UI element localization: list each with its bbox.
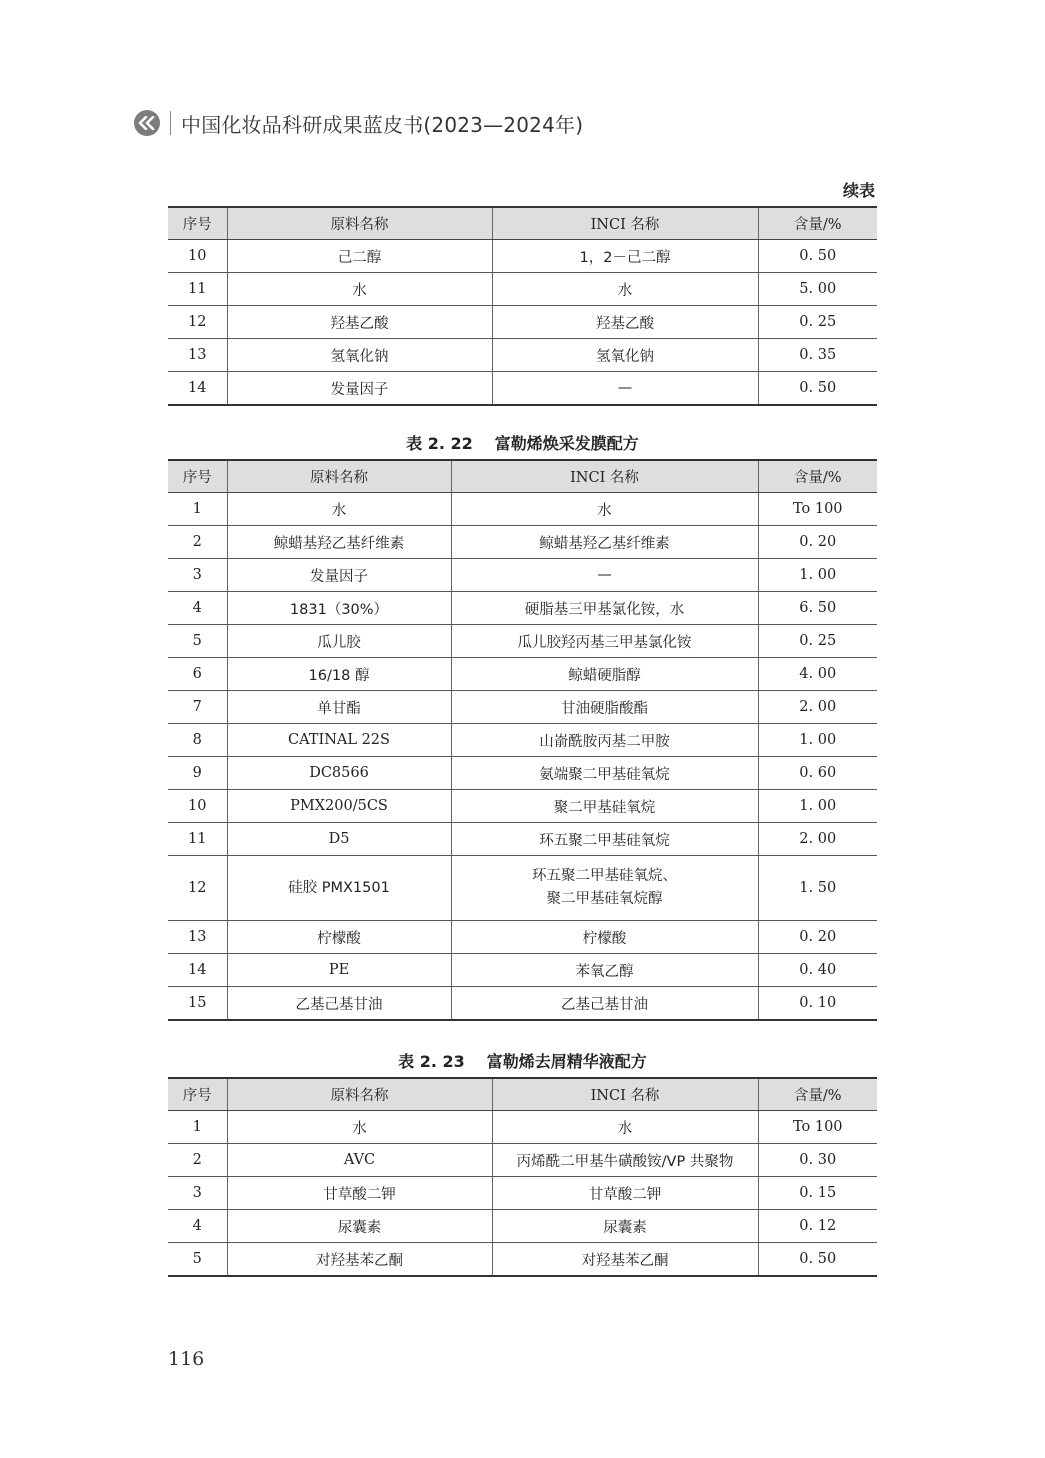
cell-material: PMX200/5CS [227, 790, 451, 823]
col-header-inci: INCI 名称 [492, 207, 758, 240]
cell-inci: 山嵛酰胺丙基二甲胺 [451, 724, 758, 757]
cell-material: 1831（30%） [227, 592, 451, 625]
cell-material: PE [227, 954, 451, 987]
cell-material: 水 [227, 493, 451, 526]
cell-content: 0. 50 [758, 372, 877, 406]
cell-content: 1. 00 [758, 790, 877, 823]
cell-inci: 甘油硬脂酸酯 [451, 691, 758, 724]
cell-material: 羟基乙酸 [227, 306, 492, 339]
table-header-row [168, 207, 877, 240]
cell-content: 1. 00 [758, 559, 877, 592]
cell-content: 0. 25 [758, 625, 877, 658]
table-2-23 [168, 1077, 877, 1277]
cell-inci: 水 [492, 1111, 758, 1144]
cell-content: 0. 35 [758, 339, 877, 372]
cell-inci: 苯氧乙醇 [451, 954, 758, 987]
col-header-inci: INCI 名称 [451, 460, 758, 493]
cell-no: 3 [168, 1177, 227, 1210]
cell-inci [451, 856, 758, 921]
cell-inci: 对羟基苯乙酮 [492, 1243, 758, 1277]
cell-content: 0. 30 [758, 1144, 877, 1177]
table-2-23-title: 富勒烯去屑精华液配方 [486, 1052, 647, 1071]
cell-content: 0. 50 [758, 1243, 877, 1277]
col-header-content: 含量/% [758, 207, 877, 240]
cell-content: 0. 12 [758, 1210, 877, 1243]
cell-inci: 丙烯酰二甲基牛磺酸铵/VP 共聚物 [492, 1144, 758, 1177]
cell-content: 0. 10 [758, 987, 877, 1021]
col-header-no: 序号 [168, 1078, 227, 1111]
cell-inci: 鲸蜡硬脂醇 [451, 658, 758, 691]
running-header [134, 108, 583, 138]
cell-no: 14 [168, 954, 227, 987]
table-row [168, 1243, 877, 1277]
table-row [168, 856, 877, 921]
cell-no: 5 [168, 1243, 227, 1277]
cell-material: 乙基己基甘油 [227, 987, 451, 1021]
col-header-content: 含量/% [758, 460, 877, 493]
cell-no: 10 [168, 790, 227, 823]
cell-content: 0. 20 [758, 921, 877, 954]
table-row [168, 625, 877, 658]
table-2-22 [168, 459, 877, 1021]
cell-material: 瓜儿胶 [227, 625, 451, 658]
cell-content: 2. 00 [758, 691, 877, 724]
table-row [168, 306, 877, 339]
cell-material: 柠檬酸 [227, 921, 451, 954]
continued-label: 续表 [842, 181, 875, 200]
cell-content: 4. 00 [758, 658, 877, 691]
table-row [168, 240, 877, 273]
cell-inci: 瓜儿胶羟丙基三甲基氯化铵 [451, 625, 758, 658]
cell-content: 0. 25 [758, 306, 877, 339]
cell-no: 8 [168, 724, 227, 757]
cell-material: 水 [227, 273, 492, 306]
cell-material: CATINAL 22S [227, 724, 451, 757]
table-row [168, 691, 877, 724]
table-header-row [168, 1078, 877, 1111]
header-divider [170, 111, 171, 135]
cell-no: 5 [168, 625, 227, 658]
cell-inci: 柠檬酸 [451, 921, 758, 954]
cell-inci: 尿囊素 [492, 1210, 758, 1243]
cell-no: 7 [168, 691, 227, 724]
cell-material: 鲸蜡基羟乙基纤维素 [227, 526, 451, 559]
cell-no: 1 [168, 1111, 227, 1144]
col-header-no: 序号 [168, 207, 227, 240]
table-row [168, 921, 877, 954]
cell-no: 2 [168, 1144, 227, 1177]
table-2-22-number: 表 2. 22 [406, 434, 473, 453]
table-row [168, 790, 877, 823]
cell-inci: 环五聚二甲基硅氧烷 [451, 823, 758, 856]
cell-material: 尿囊素 [227, 1210, 492, 1243]
cell-content: 6. 50 [758, 592, 877, 625]
table-row [168, 1210, 877, 1243]
cell-no: 2 [168, 526, 227, 559]
col-header-no: 序号 [168, 460, 227, 493]
table-row [168, 493, 877, 526]
cell-inci: 甘草酸二钾 [492, 1177, 758, 1210]
cell-inci: 羟基乙酸 [492, 306, 758, 339]
cell-content: 2. 00 [758, 823, 877, 856]
cell-material: DC8566 [227, 757, 451, 790]
cell-inci: — [492, 372, 758, 406]
cell-inci: — [451, 559, 758, 592]
table-row [168, 1177, 877, 1210]
cell-inci-line: 环五聚二甲基硅氧烷、 [532, 868, 677, 884]
cell-no: 10 [168, 240, 227, 273]
cell-material: AVC [227, 1144, 492, 1177]
table-row [168, 724, 877, 757]
cell-no: 11 [168, 273, 227, 306]
cell-no: 13 [168, 921, 227, 954]
continued-table [168, 206, 877, 406]
col-header-material: 原料名称 [227, 460, 451, 493]
table-row [168, 823, 877, 856]
table-row [168, 954, 877, 987]
cell-no: 12 [168, 306, 227, 339]
cell-no: 4 [168, 592, 227, 625]
table-2-23-number: 表 2. 23 [398, 1052, 465, 1071]
cell-content: 0. 60 [758, 757, 877, 790]
cell-no: 14 [168, 372, 227, 406]
cell-content: 0. 40 [758, 954, 877, 987]
table-row [168, 273, 877, 306]
col-header-material: 原料名称 [227, 1078, 492, 1111]
cell-content: 1. 00 [758, 724, 877, 757]
cell-no: 13 [168, 339, 227, 372]
cell-material: 对羟基苯乙酮 [227, 1243, 492, 1277]
table-2-22-caption [168, 431, 877, 454]
table-row [168, 592, 877, 625]
page-number: 116 [168, 1348, 205, 1370]
cell-inci: 水 [451, 493, 758, 526]
cell-material: 单甘酯 [227, 691, 451, 724]
table-header-row [168, 460, 877, 493]
cell-content: 0. 15 [758, 1177, 877, 1210]
table-row [168, 658, 877, 691]
cell-inci: 氢氧化钠 [492, 339, 758, 372]
cell-no: 15 [168, 987, 227, 1021]
table-2-22-title: 富勒烯焕采发膜配方 [494, 434, 639, 453]
col-header-inci: INCI 名称 [492, 1078, 758, 1111]
cell-material: 己二醇 [227, 240, 492, 273]
table-row [168, 987, 877, 1021]
cell-material: 硅胶 PMX1501 [227, 856, 451, 921]
cell-material: 发量因子 [227, 372, 492, 406]
cell-content: 0. 20 [758, 526, 877, 559]
cell-content: To 100 [758, 493, 877, 526]
cell-no: 4 [168, 1210, 227, 1243]
cell-content: 5. 00 [758, 273, 877, 306]
cell-material: D5 [227, 823, 451, 856]
cell-no: 1 [168, 493, 227, 526]
cell-material: 水 [227, 1111, 492, 1144]
table-row [168, 526, 877, 559]
cell-inci: 氨端聚二甲基硅氧烷 [451, 757, 758, 790]
cell-content: 0. 50 [758, 240, 877, 273]
back-chevron-logo-icon [134, 110, 160, 136]
cell-inci: 水 [492, 273, 758, 306]
table-row [168, 372, 877, 406]
cell-inci: 聚二甲基硅氧烷 [451, 790, 758, 823]
table-row [168, 757, 877, 790]
cell-no: 11 [168, 823, 227, 856]
cell-material: 发量因子 [227, 559, 451, 592]
table-2-23-caption [168, 1049, 877, 1072]
table-row [168, 339, 877, 372]
cell-no: 9 [168, 757, 227, 790]
cell-inci: 鲸蜡基羟乙基纤维素 [451, 526, 758, 559]
cell-content: To 100 [758, 1111, 877, 1144]
cell-inci: 乙基己基甘油 [451, 987, 758, 1021]
table-row [168, 1144, 877, 1177]
cell-material: 16/18 醇 [227, 658, 451, 691]
cell-no: 3 [168, 559, 227, 592]
table-row [168, 559, 877, 592]
table-row [168, 1111, 877, 1144]
cell-inci: 1，2－己二醇 [492, 240, 758, 273]
col-header-content: 含量/% [758, 1078, 877, 1111]
book-title: 中国化妆品科研成果蓝皮书(2023—2024年) [181, 112, 584, 137]
col-header-material: 原料名称 [227, 207, 492, 240]
cell-no: 6 [168, 658, 227, 691]
cell-inci: 硬脂基三甲基氯化铵，水 [451, 592, 758, 625]
cell-content: 1. 50 [758, 856, 877, 921]
cell-material: 氢氧化钠 [227, 339, 492, 372]
cell-no: 12 [168, 856, 227, 921]
cell-inci-line: 聚二甲基硅氧烷醇 [546, 891, 663, 907]
cell-material: 甘草酸二钾 [227, 1177, 492, 1210]
